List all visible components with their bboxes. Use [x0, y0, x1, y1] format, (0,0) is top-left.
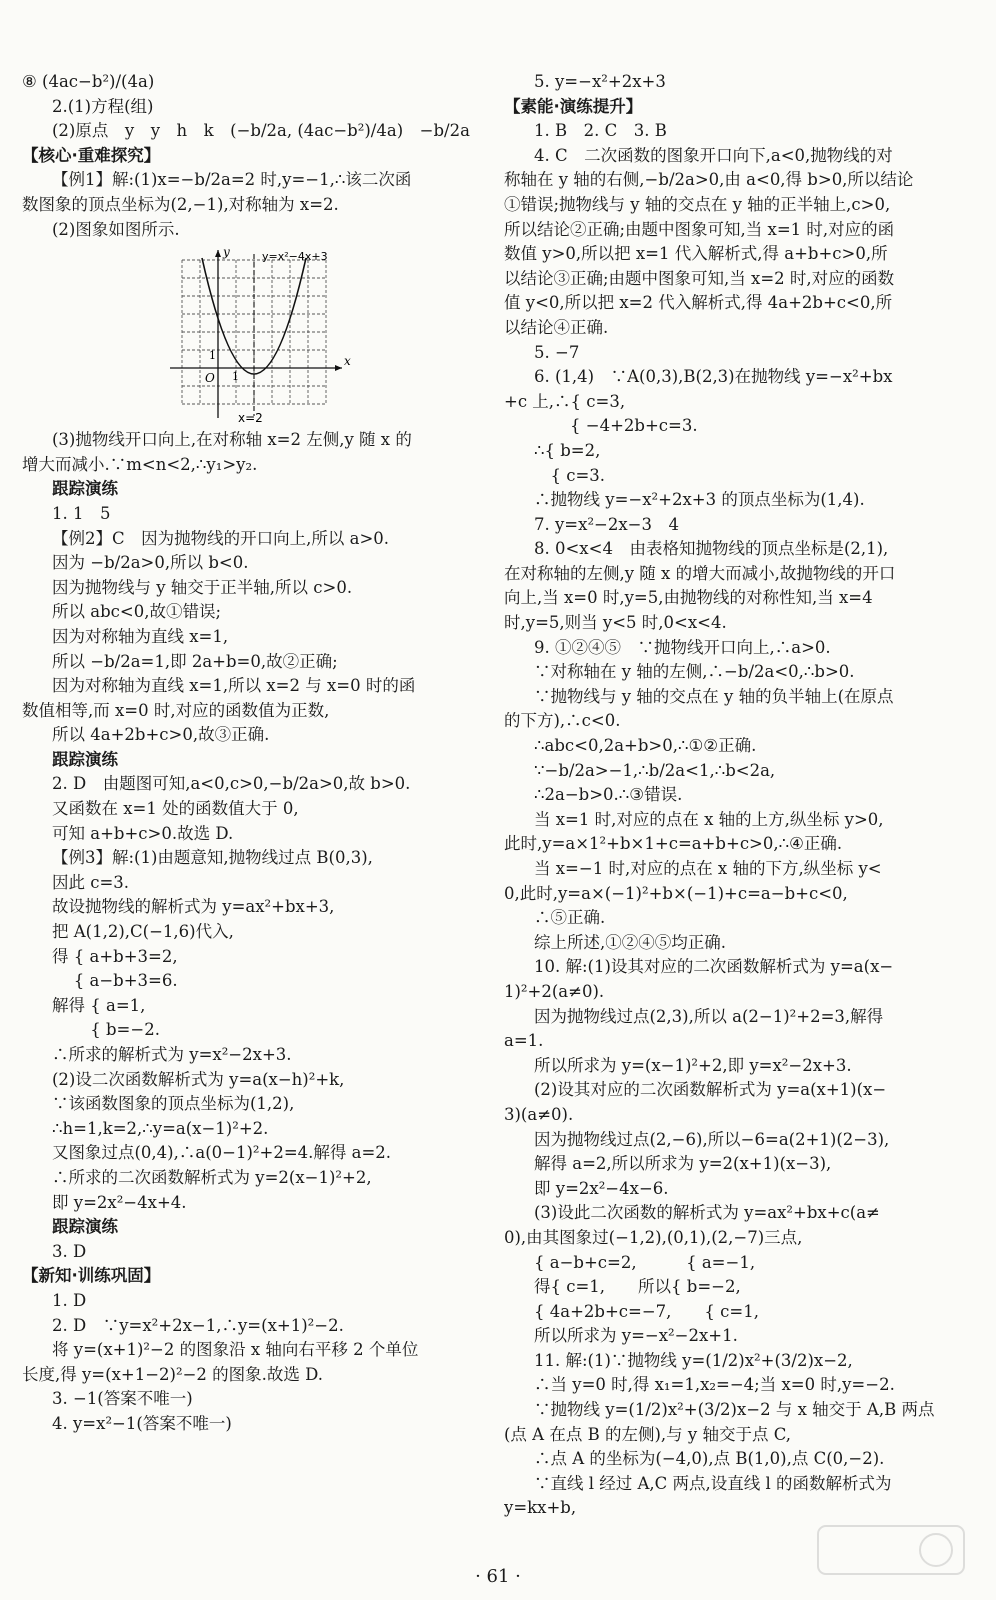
text-line: 此时,y=a×1²+b×1+c=a+b+c>0,∴④正确.: [504, 834, 843, 854]
x-axis-arrow: [335, 365, 342, 371]
text-line: 以结论④正确.: [504, 317, 609, 337]
text-line: 跟踪演练: [52, 479, 118, 499]
text-line: 因为抛物线与 y 轴交于正半轴,所以 c>0.: [52, 577, 353, 597]
text-line: 2.(1)方程(组): [52, 96, 154, 116]
text-line: 11. 解:(1)∵抛物线 y=(1/2)x²+(3/2)x−2,: [534, 1350, 853, 1370]
text-line: 1. D: [52, 1290, 87, 1310]
left-column: [22, 70, 488, 1437]
text-line: ⑧ (4ac−b²)/(4a): [22, 72, 155, 91]
text-line: (点 A 在点 B 的左侧),与 y 轴交于点 C,: [504, 1424, 791, 1444]
text-line: 【例2】C 因为抛物线的开口向上,所以 a>0.: [52, 528, 390, 548]
text-line: 所以结论②正确;由题中图象可知,当 x=1 时,对应的函: [504, 219, 895, 239]
text-line: 因为 −b/2a>0,所以 b<0.: [52, 553, 249, 573]
text-line: 8. 0<x<4 由表格知抛物线的顶点坐标是(2,1),: [534, 539, 889, 559]
text-line: 跟踪演练: [52, 749, 118, 769]
text-line: ∵直线 l 经过 A,C 两点,设直线 l 的函数解析式为: [534, 1473, 892, 1493]
y-axis-label: y: [223, 246, 230, 260]
text-line: 所以 4a+2b+c>0,故③正确.: [52, 725, 270, 745]
text-line: ∴abc<0,2a+b>0,∴①②正确.: [534, 736, 757, 756]
text-line: 跟踪演练: [52, 1217, 118, 1237]
text-line: 在对称轴的左侧,y 随 x 的增大而减小,故抛物线的开口: [504, 563, 896, 583]
text-line: 向上,当 x=0 时,y=5,由抛物线的对称性知,当 x=4: [504, 588, 873, 608]
text-line: 数图象的顶点坐标为(2,−1),对称轴为 x=2.: [22, 194, 339, 214]
text-line: ∴当 y=0 时,得 x₁=1,x₂=−4;当 x=0 时,y=−2.: [534, 1375, 895, 1395]
text-line: ①错误;抛物线与 y 轴的交点在 y 轴的正半轴上,c>0,: [504, 194, 891, 214]
text-line: 解得 a=2,所以所求为 y=2(x+1)(x−3),: [534, 1154, 832, 1174]
text-line: 0),由其图象过(−1,2),(0,1),(2,−7)三点,: [504, 1227, 803, 1247]
text-line: 所以 −b/2a=1,即 2a+b=0,故②正确;: [52, 651, 338, 671]
text-line: ∵抛物线与 y 轴的交点在 y 轴的负半轴上(在原点: [534, 686, 894, 706]
text-line: 长度,得 y=(x+1−2)²−2 的图象.故选 D.: [22, 1364, 324, 1384]
text-line: 将 y=(x+1)²−2 的图象沿 x 轴向右平移 2 个单位: [52, 1340, 419, 1360]
text-line: 即 y=2x²−4x−6.: [534, 1178, 669, 1198]
text-line: { a−b+c=2, { a=−1,: [534, 1252, 756, 1272]
page-number: · 61 ·: [475, 1566, 521, 1587]
text-line: 数值相等,而 x=0 时,对应的函数值为正数,: [22, 700, 330, 720]
text-line: 3. D: [52, 1241, 87, 1261]
text-line: 的下方),∴c<0.: [504, 711, 621, 731]
text-line: 3)(a≠0).: [504, 1104, 574, 1124]
right-column: [504, 70, 978, 1521]
text-line: 把 A(1,2),C(−1,6)代入,: [52, 922, 234, 942]
x-tick-1: 1: [232, 370, 239, 384]
text-line: 数值 y>0,所以把 x=1 代入解析式,得 a+b+c>0,所: [504, 244, 888, 264]
text-line: 所以 abc<0,故①错误;: [52, 602, 222, 622]
text-line: 得 { a+b+3=2,: [52, 946, 178, 966]
text-line: 又图象过点(0,4),∴a(0−1)²+2=4.解得 a=2.: [52, 1143, 392, 1163]
text-line: ∵该函数图象的顶点坐标为(1,2),: [52, 1094, 295, 1114]
parabola-figure: [22, 246, 488, 424]
symmetry-axis-label: x=2: [238, 411, 263, 425]
text-line: 因此 c=3.: [52, 872, 130, 892]
text-line: 2. D 由题图可知,a<0,c>0,−b/2a>0,故 b>0.: [52, 774, 411, 794]
text-line: 即 y=2x²−4x+4.: [52, 1192, 187, 1212]
curve-label: y=x²−4x+3: [262, 250, 328, 264]
text-line: (2)设其对应的二次函数解析式为 y=a(x+1)(x−: [534, 1080, 887, 1100]
origin-label: O: [205, 371, 215, 386]
text-line: ∴所求的二次函数解析式为 y=2(x−1)²+2,: [52, 1167, 372, 1187]
text-line: (3)抛物线开口向上,在对称轴 x=2 左侧,y 随 x 的: [52, 430, 412, 450]
text-line: ∵对称轴在 y 轴的左侧,∴−b/2a<0,∴b>0.: [534, 662, 855, 682]
text-line: (2)原点 y y h k (−b/2a, (4ac−b²)/4a) −b/2a: [52, 121, 470, 141]
text-line: 当 x=−1 时,对应的点在 x 轴的下方,纵坐标 y<: [534, 859, 882, 878]
text-line: 可知 a+b+c>0.故选 D.: [52, 823, 234, 843]
y-axis-arrow: [215, 250, 221, 257]
x-axis-label: x: [344, 354, 351, 369]
text-line: 6. (1,4) ∵A(0,3),B(2,3)在抛物线 y=−x²+bx: [534, 367, 893, 387]
text-line: 故设抛物线的解析式为 y=ax²+bx+3,: [52, 897, 335, 917]
text-line: (2)图象如图所示.: [52, 219, 180, 239]
text-line: 因为抛物线过点(2,3),所以 a(2−1)²+2=3,解得: [534, 1006, 884, 1026]
text-line: a=1.: [504, 1031, 544, 1051]
text-line: 得{ c=1, 所以{ b=−2,: [534, 1277, 741, 1297]
text-line: 4. y=x²−1(答案不唯一): [52, 1413, 232, 1433]
text-line: ∵−b/2a>−1,∴b/2a<1,∴b<2a,: [534, 760, 776, 780]
text-line: 综上所述,①②④⑤均正确.: [534, 932, 726, 952]
y-tick-1: 1: [209, 349, 216, 363]
text-line: { a−b+3=6.: [52, 971, 178, 991]
text-line: ∴点 A 的坐标为(−4,0),点 B(1,0),点 C(0,−2).: [534, 1449, 885, 1469]
text-line: (3)设此二次函数的解析式为 y=ax²+bx+c(a≠: [534, 1203, 880, 1223]
text-line: 又函数在 x=1 处的函数值大于 0,: [52, 799, 299, 819]
text-line: 1)²+2(a≠0).: [504, 981, 605, 1001]
text-line: ∵抛物线 y=(1/2)x²+(3/2)x−2 与 x 轴交于 A,B 两点: [534, 1400, 935, 1420]
text-line: { c=3.: [534, 465, 606, 485]
text-line: { 4a+2b+c=−7, { c=1,: [534, 1301, 759, 1321]
text-line: 时,y=5,则当 y<5 时,0<x<4.: [504, 613, 727, 633]
watermark-logo: [816, 1520, 966, 1580]
text-line: (2)设二次函数解析式为 y=a(x−h)²+k,: [52, 1069, 345, 1089]
text-line: 【例1】解:(1)x=−b/2a=2 时,y=−1,∴该二次函: [52, 170, 412, 190]
text-line: 3. −1(答案不唯一): [52, 1389, 193, 1409]
text-line: 【例3】解:(1)由题意知,抛物线过点 B(0,3),: [52, 848, 373, 868]
text-line: 因为抛物线过点(2,−6),所以−6=a(2+1)(2−3),: [534, 1129, 890, 1149]
text-line: 解得 { a=1,: [52, 995, 146, 1015]
text-line: 称轴在 y 轴的右侧,−b/2a>0,由 a<0,得 b>0,所以结论: [504, 170, 914, 190]
text-line: 以结论③正确;由题中图象可知,当 x=2 时,对应的函数: [504, 268, 895, 288]
text-line: 值 y<0,所以把 x=2 代入解析式,得 4a+2b+c<0,所: [504, 293, 893, 313]
text-line: 0,此时,y=a×(−1)²+b×(−1)+c=a−b+c<0,: [504, 883, 848, 903]
text-line: 10. 解:(1)设其对应的二次函数解析式为 y=a(x−: [534, 957, 894, 977]
text-line: ∴h=1,k=2,∴y=a(x−1)²+2.: [52, 1118, 269, 1138]
parabola-graph: [162, 246, 362, 424]
text-line: ∴抛物线 y=−x²+2x+3 的顶点坐标为(1,4).: [534, 490, 865, 510]
text-line: { b=−2.: [52, 1020, 160, 1040]
text-line: ∴2a−b>0.∴③错误.: [534, 785, 683, 805]
text-line: 4. C 二次函数的图象开口向下,a<0,抛物线的对: [534, 145, 893, 165]
text-line: 因为对称轴为直线 x=1,: [52, 626, 229, 646]
section-heading: 【新知·训练巩固】: [22, 1266, 161, 1286]
text-line: ∴所求的解析式为 y=x²−2x+3.: [52, 1045, 292, 1064]
text-line: 5. y=−x²+2x+3: [534, 72, 666, 91]
section-heading: 【核心·重难探究】: [22, 145, 161, 165]
text-line: ∴⑤正确.: [534, 908, 606, 928]
text-line: 增大而减小.∵m<n<2,∴y₁>y₂.: [22, 454, 258, 474]
text-line: 所以所求为 y=−x²−2x+1.: [534, 1326, 738, 1346]
text-line: y=kx+b,: [504, 1498, 577, 1518]
text-line: 所以所求为 y=(x−1)²+2,即 y=x²−2x+3.: [534, 1055, 852, 1075]
text-line: +c 上,∴{ c=3,: [504, 391, 626, 411]
text-line: 9. ①②④⑤ ∵抛物线开口向上,∴a>0.: [534, 637, 831, 657]
text-line: 1. B 2. C 3. B: [534, 121, 667, 141]
text-line: 1. 1 5: [52, 503, 111, 523]
text-line: 5. −7: [534, 342, 580, 362]
text-line: 因为对称轴为直线 x=1,所以 x=2 与 x=0 时的函: [52, 676, 416, 696]
text-line: 2. D ∵y=x²+2x−1,∴y=(x+1)²−2.: [52, 1315, 344, 1335]
text-line: 当 x=1 时,对应的点在 x 轴的上方,纵坐标 y>0,: [534, 809, 884, 829]
text-line: { −4+2b+c=3.: [504, 416, 698, 436]
text-line: ∴{ b=2,: [534, 440, 601, 460]
section-heading: 【素能·演练提升】: [504, 96, 643, 116]
text-line: 7. y=x²−2x−3 4: [534, 514, 680, 534]
